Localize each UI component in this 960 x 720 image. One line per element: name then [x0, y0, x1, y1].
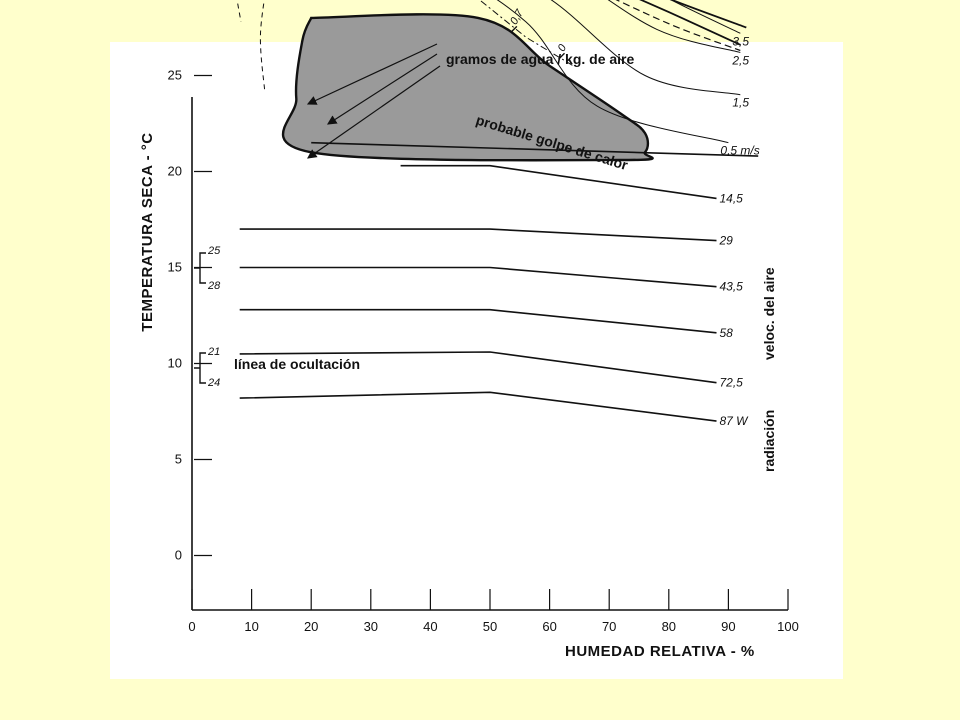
radiation-label: 43,5	[719, 279, 743, 294]
radiation-label: 14,5	[719, 191, 743, 206]
radiation-line	[401, 166, 717, 199]
x-tick-label: 90	[721, 619, 736, 634]
x-tick-label: 30	[363, 619, 379, 634]
y-tick-label: 0	[174, 547, 182, 563]
comfort-zone	[283, 14, 653, 160]
x-tick-label: 70	[601, 619, 617, 634]
bracket-lower-top: 21	[208, 346, 221, 358]
radiation-line	[240, 229, 717, 241]
x-tick-label: 20	[303, 619, 319, 634]
heatstroke-annotation: probable golpe de calor	[474, 111, 630, 174]
dashed-hook	[235, 0, 241, 22]
x-tick-label: 60	[542, 619, 557, 634]
bracket-lower	[194, 353, 206, 383]
air-speed-label: 1,5	[732, 95, 750, 110]
dashed-hook	[260, 0, 269, 91]
y-tick-label: 25	[167, 67, 182, 83]
radiation-line	[240, 268, 717, 287]
air-speed-label: 2,5	[732, 53, 750, 68]
air-speed-annotation: veloc. del aire	[761, 267, 777, 360]
radiation-line	[240, 392, 717, 421]
x-axis-title: HUMEDAD RELATIVA - %	[565, 643, 755, 660]
y-tick-label: 15	[167, 259, 182, 275]
water-mark-label: 0,7	[508, 7, 527, 27]
radiation-label: 58	[719, 325, 733, 340]
radiation-label: 72,5	[719, 375, 743, 390]
y-tick-label: 10	[167, 355, 182, 371]
y-tick-label: 5	[174, 451, 182, 467]
y-ticks	[168, 0, 212, 563]
bracket-lower-bottom: 24	[208, 377, 221, 389]
y-axis-title: TEMPERATURA SECA - °C	[139, 132, 156, 332]
water-annotation: gramos de agua / kg. de aire	[446, 51, 635, 67]
radiation-label: 87 W	[719, 414, 748, 429]
radiation-line	[240, 310, 717, 333]
radiation-annotation: radiación	[761, 409, 777, 472]
air-speed-label: 0,5 m/s	[720, 143, 760, 158]
x-tick-label: 80	[661, 619, 677, 634]
y-tick-label: 20	[167, 163, 182, 179]
radiation-label: 29	[719, 233, 733, 248]
x-tick-label: 40	[423, 619, 438, 634]
air-speed-label: 3,5	[732, 34, 750, 49]
concealment-annotation: línea de ocultación	[234, 356, 361, 372]
bracket-upper-bottom: 28	[208, 280, 221, 292]
x-tick-label: 50	[482, 619, 498, 634]
x-tick-label: 10	[244, 619, 259, 634]
x-ticks	[188, 589, 798, 634]
chart-panel	[110, 7, 843, 679]
x-tick-label: 100	[777, 619, 799, 634]
water-mark-label: 0	[555, 42, 570, 54]
comfort-chart	[110, 7, 843, 679]
bracket-upper-top: 25	[208, 245, 221, 257]
x-tick-label: 0	[188, 619, 196, 634]
